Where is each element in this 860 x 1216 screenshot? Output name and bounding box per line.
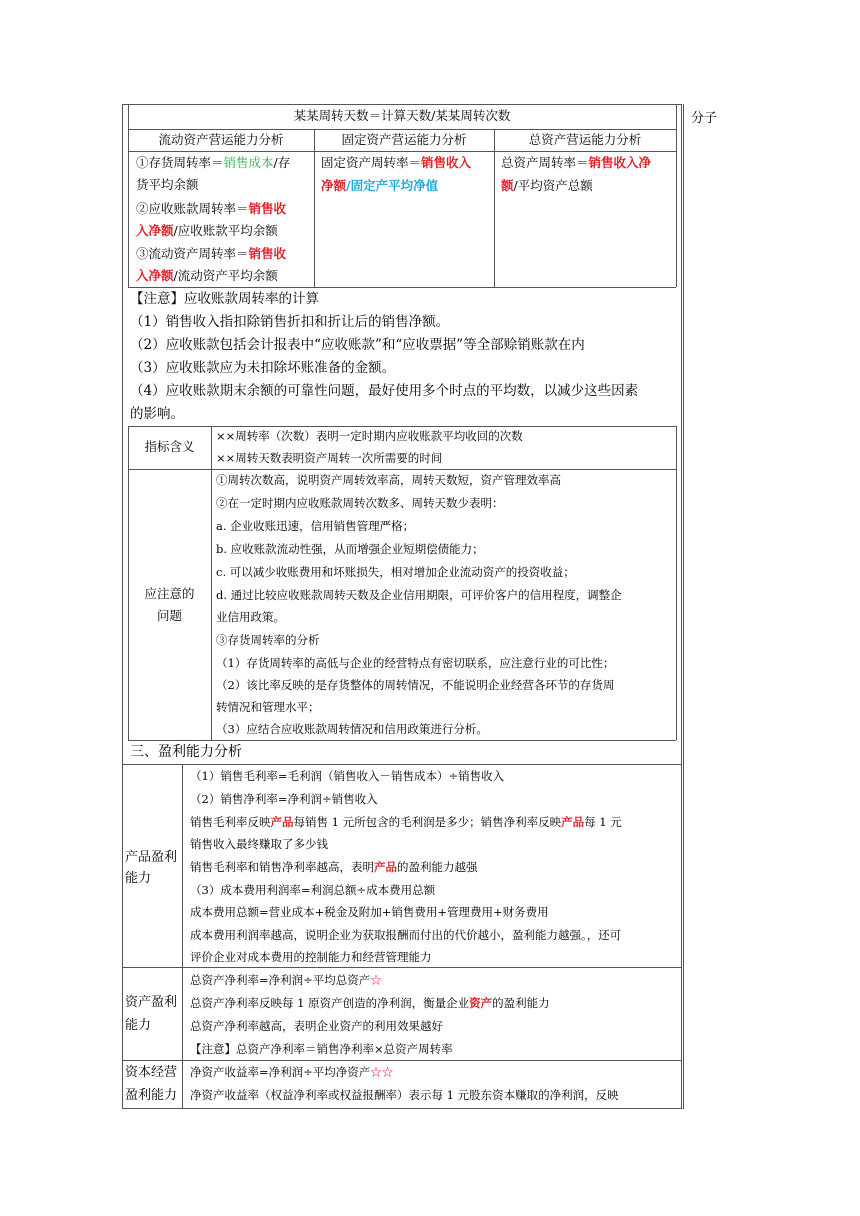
label-issues: 应注意的 <box>144 586 195 601</box>
issue-line: ②在一定时期内应收账款周转次数多、周转天数少表明： <box>216 496 504 510</box>
formula-header: 某某周转天数＝计算天数/某某周转次数 <box>293 108 511 123</box>
section-title: 三、盈利能力分析 <box>130 744 242 760</box>
note-title: 【注意】应收账款周转率的计算 <box>130 291 319 307</box>
column-divider <box>494 129 495 287</box>
note-item: （1）销售收入指扣除销售折扣和折让后的销售净额。 <box>130 314 450 330</box>
divider <box>122 967 682 968</box>
side-label: 分子 <box>691 111 718 126</box>
col-head-current: 流动资产营运能力分析 <box>158 132 284 147</box>
label-issues-cont: 问题 <box>156 608 182 623</box>
label-product-profit-cont: 能力 <box>125 871 152 886</box>
issue-line: 业信用政策。 <box>216 610 285 624</box>
note-item: （3）应收账款应为未扣除坏账准备的金额。 <box>130 360 396 376</box>
asset-profit-text: 总资产净利率反映每 1 原资产创造的净利润，衡量企业资产的盈利能力 <box>190 996 550 1010</box>
divider <box>128 740 676 741</box>
product-profit-text: 销售收入最终赚取了多少钱 <box>190 837 328 851</box>
label-asset-profit: 资产盈利 <box>125 995 178 1010</box>
roe-text: 净资产收益率（权益净利率或权益报酬率）表示每 1 元股东资本赚取的净利润，反映 <box>190 1088 619 1102</box>
column-divider <box>314 129 315 287</box>
col-head-fixed: 固定资产营运能力分析 <box>341 132 467 147</box>
divider <box>122 764 682 765</box>
cost-profit-formula: （3）成本费用利润率=利润总额÷成本费用总额 <box>190 883 436 897</box>
inventory-turnover-formula-cont: 货平均余额 <box>136 177 199 192</box>
net-margin-formula: （2）销售净利率=净利润÷销售收入 <box>190 792 378 806</box>
label-capital-profit: 资本经营 <box>125 1065 178 1080</box>
issue-line: ③存货周转率的分析 <box>216 633 320 647</box>
fixed-asset-turnover-formula-cont: 净额/固定产平均净值 <box>321 178 439 193</box>
issue-line: c. 可以减少收账费用和坏账损失，相对增加企业流动资产的投资收益； <box>216 565 575 579</box>
issue-line: （3）应结合应收账款周转情况和信用政策进行分析。 <box>216 722 488 736</box>
meaning-line: ××周转天数表明资产周转一次所需要的时间 <box>216 451 443 465</box>
table-border <box>676 104 677 287</box>
issue-line: ①周转次数高，说明资产周转效率高，周转天数短，资产管理效率高 <box>216 473 561 487</box>
table-border <box>128 104 129 287</box>
divider <box>128 151 676 152</box>
total-asset-turnover-formula: 总资产周转率＝销售收入净 <box>501 155 652 170</box>
roa-formula: 总资产净利率=净利润÷平均总资产☆ <box>190 973 382 987</box>
product-profit-text: 销售毛利率反映产品每销售 1 元所包含的毛利润是多少；销售净利率反映产品每 1 元 <box>190 815 622 829</box>
receivable-turnover-formula: ②应收账款周转率＝销售收 <box>136 201 287 216</box>
divider <box>122 1060 682 1061</box>
asset-profit-text: 总资产净利率越高，表明企业资产的利用效果越好 <box>190 1019 443 1033</box>
receivable-turnover-formula-cont: 入净额/应收账款平均余额 <box>136 223 278 238</box>
roa-note: 【注意】总资产净利率＝销售净利率×总资产周转率 <box>190 1042 453 1056</box>
issue-line: （1）存货周转率的高低与企业的经营特点有密切联系，应注意行业的可比性； <box>216 656 615 670</box>
total-asset-turnover-formula-cont: 额/平均资产总额 <box>501 178 593 193</box>
column-divider <box>182 764 183 1109</box>
note-item: （4）应收账款期末余额的可靠性问题，最好使用多个时点的平均数，以减少这些因素 <box>130 383 639 399</box>
star-icon: ☆ <box>370 973 382 987</box>
product-profit-text: 成本费用利润率越高，说明企业为获取报酬而付出的代价越小，盈利能力越强。，还可 <box>190 928 622 942</box>
inventory-turnover-formula: ①存货周转率＝销售成本/存 <box>136 155 291 170</box>
star-icon: ☆☆ <box>370 1065 394 1079</box>
table-border <box>676 426 677 740</box>
label-meaning: 指标含义 <box>144 439 195 454</box>
label-capital-profit-cont: 盈利能力 <box>125 1088 178 1103</box>
label-product-profit: 产品盈利 <box>125 850 178 865</box>
issue-line: b. 应收账款流动性强，从而增强企业短期偿债能力； <box>216 542 484 556</box>
note-item: （2）应收账款包括会计报表中“应收账款”和“应收票据”等全部赊销账款在内 <box>130 337 585 353</box>
meaning-line: ××周转率（次数）表明一定时期内应收账款平均收回的次数 <box>216 429 523 443</box>
table-border <box>128 426 129 740</box>
current-asset-turnover-formula: ③流动资产周转率＝销售收 <box>136 246 287 261</box>
label-asset-profit-cont: 能力 <box>125 1018 152 1033</box>
note-item: 的影响。 <box>130 406 184 422</box>
issue-line: d. 通过比较应收账款周转天数及企业信用期限，可评价客户的信用程度，调整企 <box>216 588 622 602</box>
cost-total-formula: 成本费用总额=营业成本+税金及附加+销售费用+管理费用+财务费用 <box>190 905 549 919</box>
column-divider <box>211 426 212 740</box>
gross-margin-formula: （1）销售毛利率=毛利润（销售收入－销售成本）÷销售收入 <box>190 769 505 783</box>
divider <box>128 287 676 288</box>
col-head-total: 总资产营运能力分析 <box>528 132 642 147</box>
issue-line: a. 企业收账迅速，信用销售管理严格； <box>216 519 415 533</box>
roe-formula: 净资产收益率=净利润÷平均净资产☆☆ <box>190 1065 394 1079</box>
issue-line: 转情况和管理水平； <box>216 700 320 714</box>
right-column-separator <box>683 104 684 1109</box>
fixed-asset-turnover-formula: 固定资产周转率＝销售收入 <box>321 155 472 170</box>
current-asset-turnover-formula-cont: 入净额/流动资产平均余额 <box>136 268 278 283</box>
issue-line: （2）该比率反映的是存货整体的周转情况，不能说明企业经营各环节的存货周 <box>216 678 615 692</box>
product-profit-text: 评价企业对成本费用的控制能力和经营管理能力 <box>190 950 432 964</box>
product-profit-text: 销售毛利率和销售净利率越高，表明产品的盈利能力越强 <box>190 860 478 874</box>
